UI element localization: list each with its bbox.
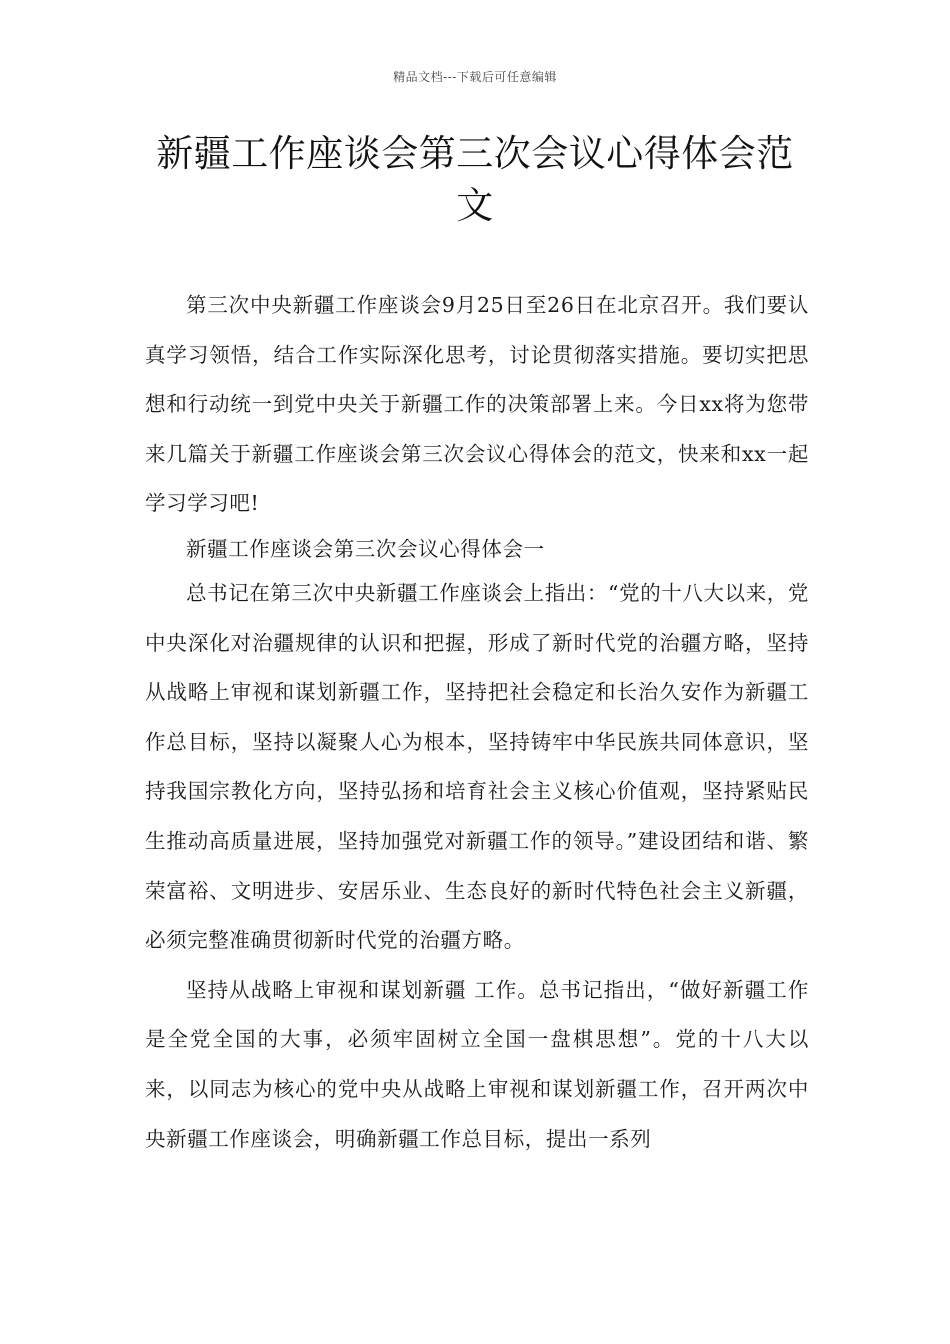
paragraph-intro: 第三次中央新疆工作座谈会9月25日至26日在北京召开。我们要认真学习领悟，结合工作实际深化思考，讨论贯彻落实措施。要切实把思想和行动统一到党中央关于新疆工作的决策部署上来。今日xx将为您带来几篇关于新疆工作座谈会第三次会议心得体会的范文，快来和xx一起学习学习吧! [145,293,809,516]
paragraph-body-1: 总书记在第三次中央新疆工作座谈会上指出：“党的十八大以来，党中央深化对治疆规律的认识和把握，形成了新时代党的治疆方略，坚持从战略上审视和谋划新疆工作，坚持把社会稳定和长治久安作为新疆工作总目标，坚持以凝聚人心为根本，坚持铸牢中华民族共同体意识，坚持我国宗教化方向，坚持弘扬和培育社会主义核心价值观，坚持紧贴民生推动高质量进展，坚持加强党对新疆工作的领导。”建设团结和谐、繁荣富裕、文明进步、安居乐业、生态良好的新时代特色社会主义新疆，必须完整准确贯彻新时代党的治疆方略。 [145,580,809,953]
document-body [145,281,809,1164]
document-title: 新疆工作座谈会第三次会议心得体会范文 [156,132,794,227]
paragraph-body-2: 坚持从战略上审视和谋划新疆 工作。总书记指出，“做好新疆工作是全党全国的大事，必须牢固树立全国一盘棋思想”。党的十八大以来，以同志为核心的党中央从战略上审视和谋划新疆工作，召开两次中央新疆工作座谈会，明确新疆工作总目标，提出一系列 [145,977,809,1151]
header-note: 精品文档---下载后可任意编辑 [393,70,557,84]
section-heading: 新疆工作座谈会第三次会议心得体会一 [186,536,545,561]
